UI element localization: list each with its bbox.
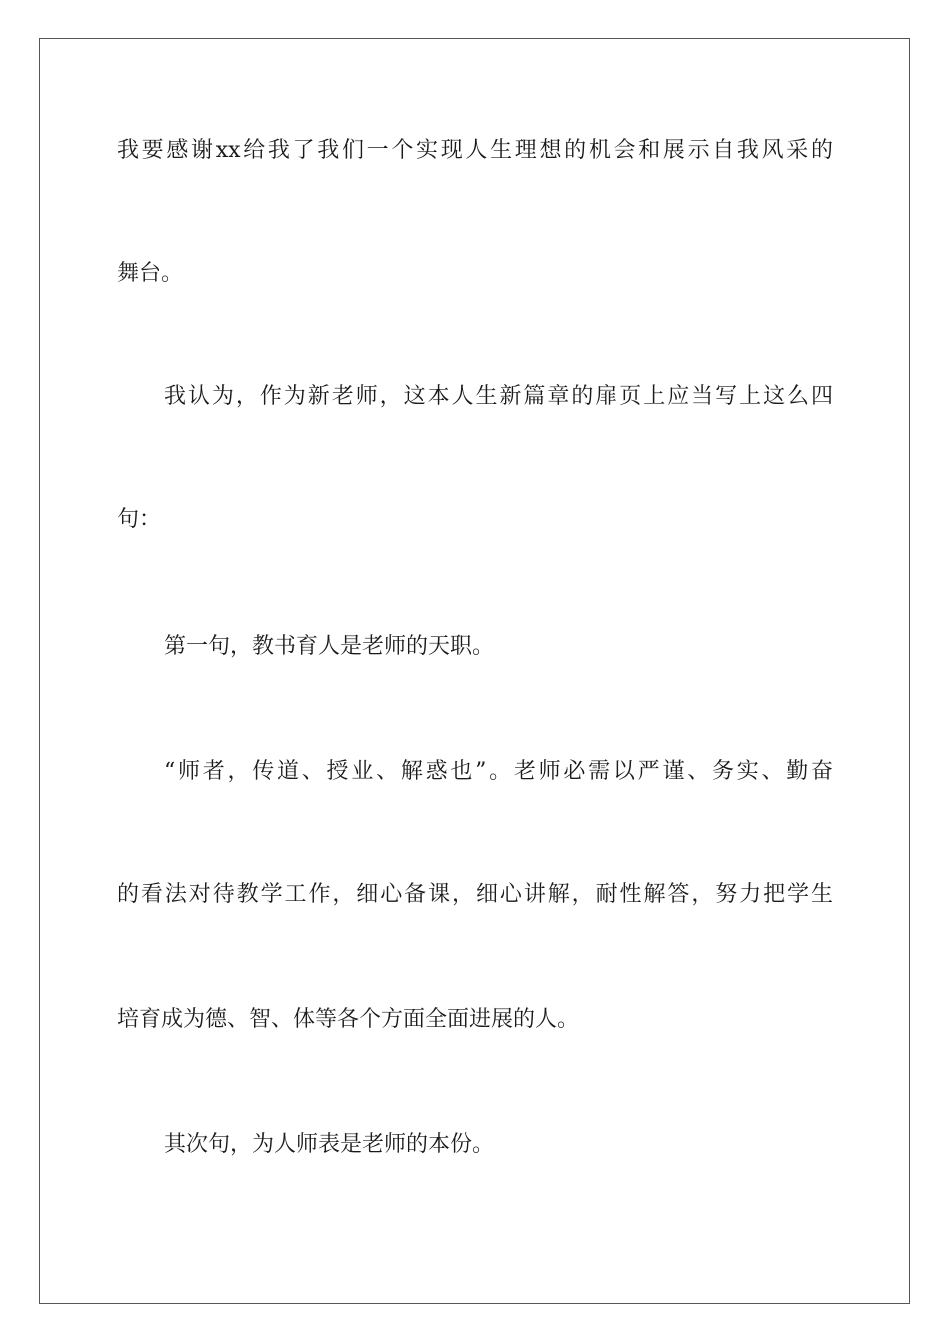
text-line-2: 舞台。	[117, 261, 184, 286]
text-line-8: 培育成为德、智、体等各个方面全面进展的人。	[117, 1007, 580, 1032]
text-line-3: 我认为，作为新老师，这本人生新篇章的扉页上应当写上这么四	[164, 384, 833, 409]
page-frame	[39, 38, 910, 1304]
text-line-9: 其次句，为人师表是老师的本份。	[164, 1132, 495, 1157]
text-line-7: 的看法对待教学工作，细心备课，细心讲解，耐性解答，努力把学生	[117, 882, 833, 907]
text-line-6: “师者，传道、授业、解惑也”。老师必需以严谨、务实、勤奋	[164, 759, 833, 784]
text-line-4: 句：	[117, 507, 162, 532]
text-line-1: 我要感谢xx给我了我们一个实现人生理想的机会和展示自我风采的	[117, 138, 833, 163]
text-line-5: 第一句，教书育人是老师的天职。	[164, 634, 495, 659]
